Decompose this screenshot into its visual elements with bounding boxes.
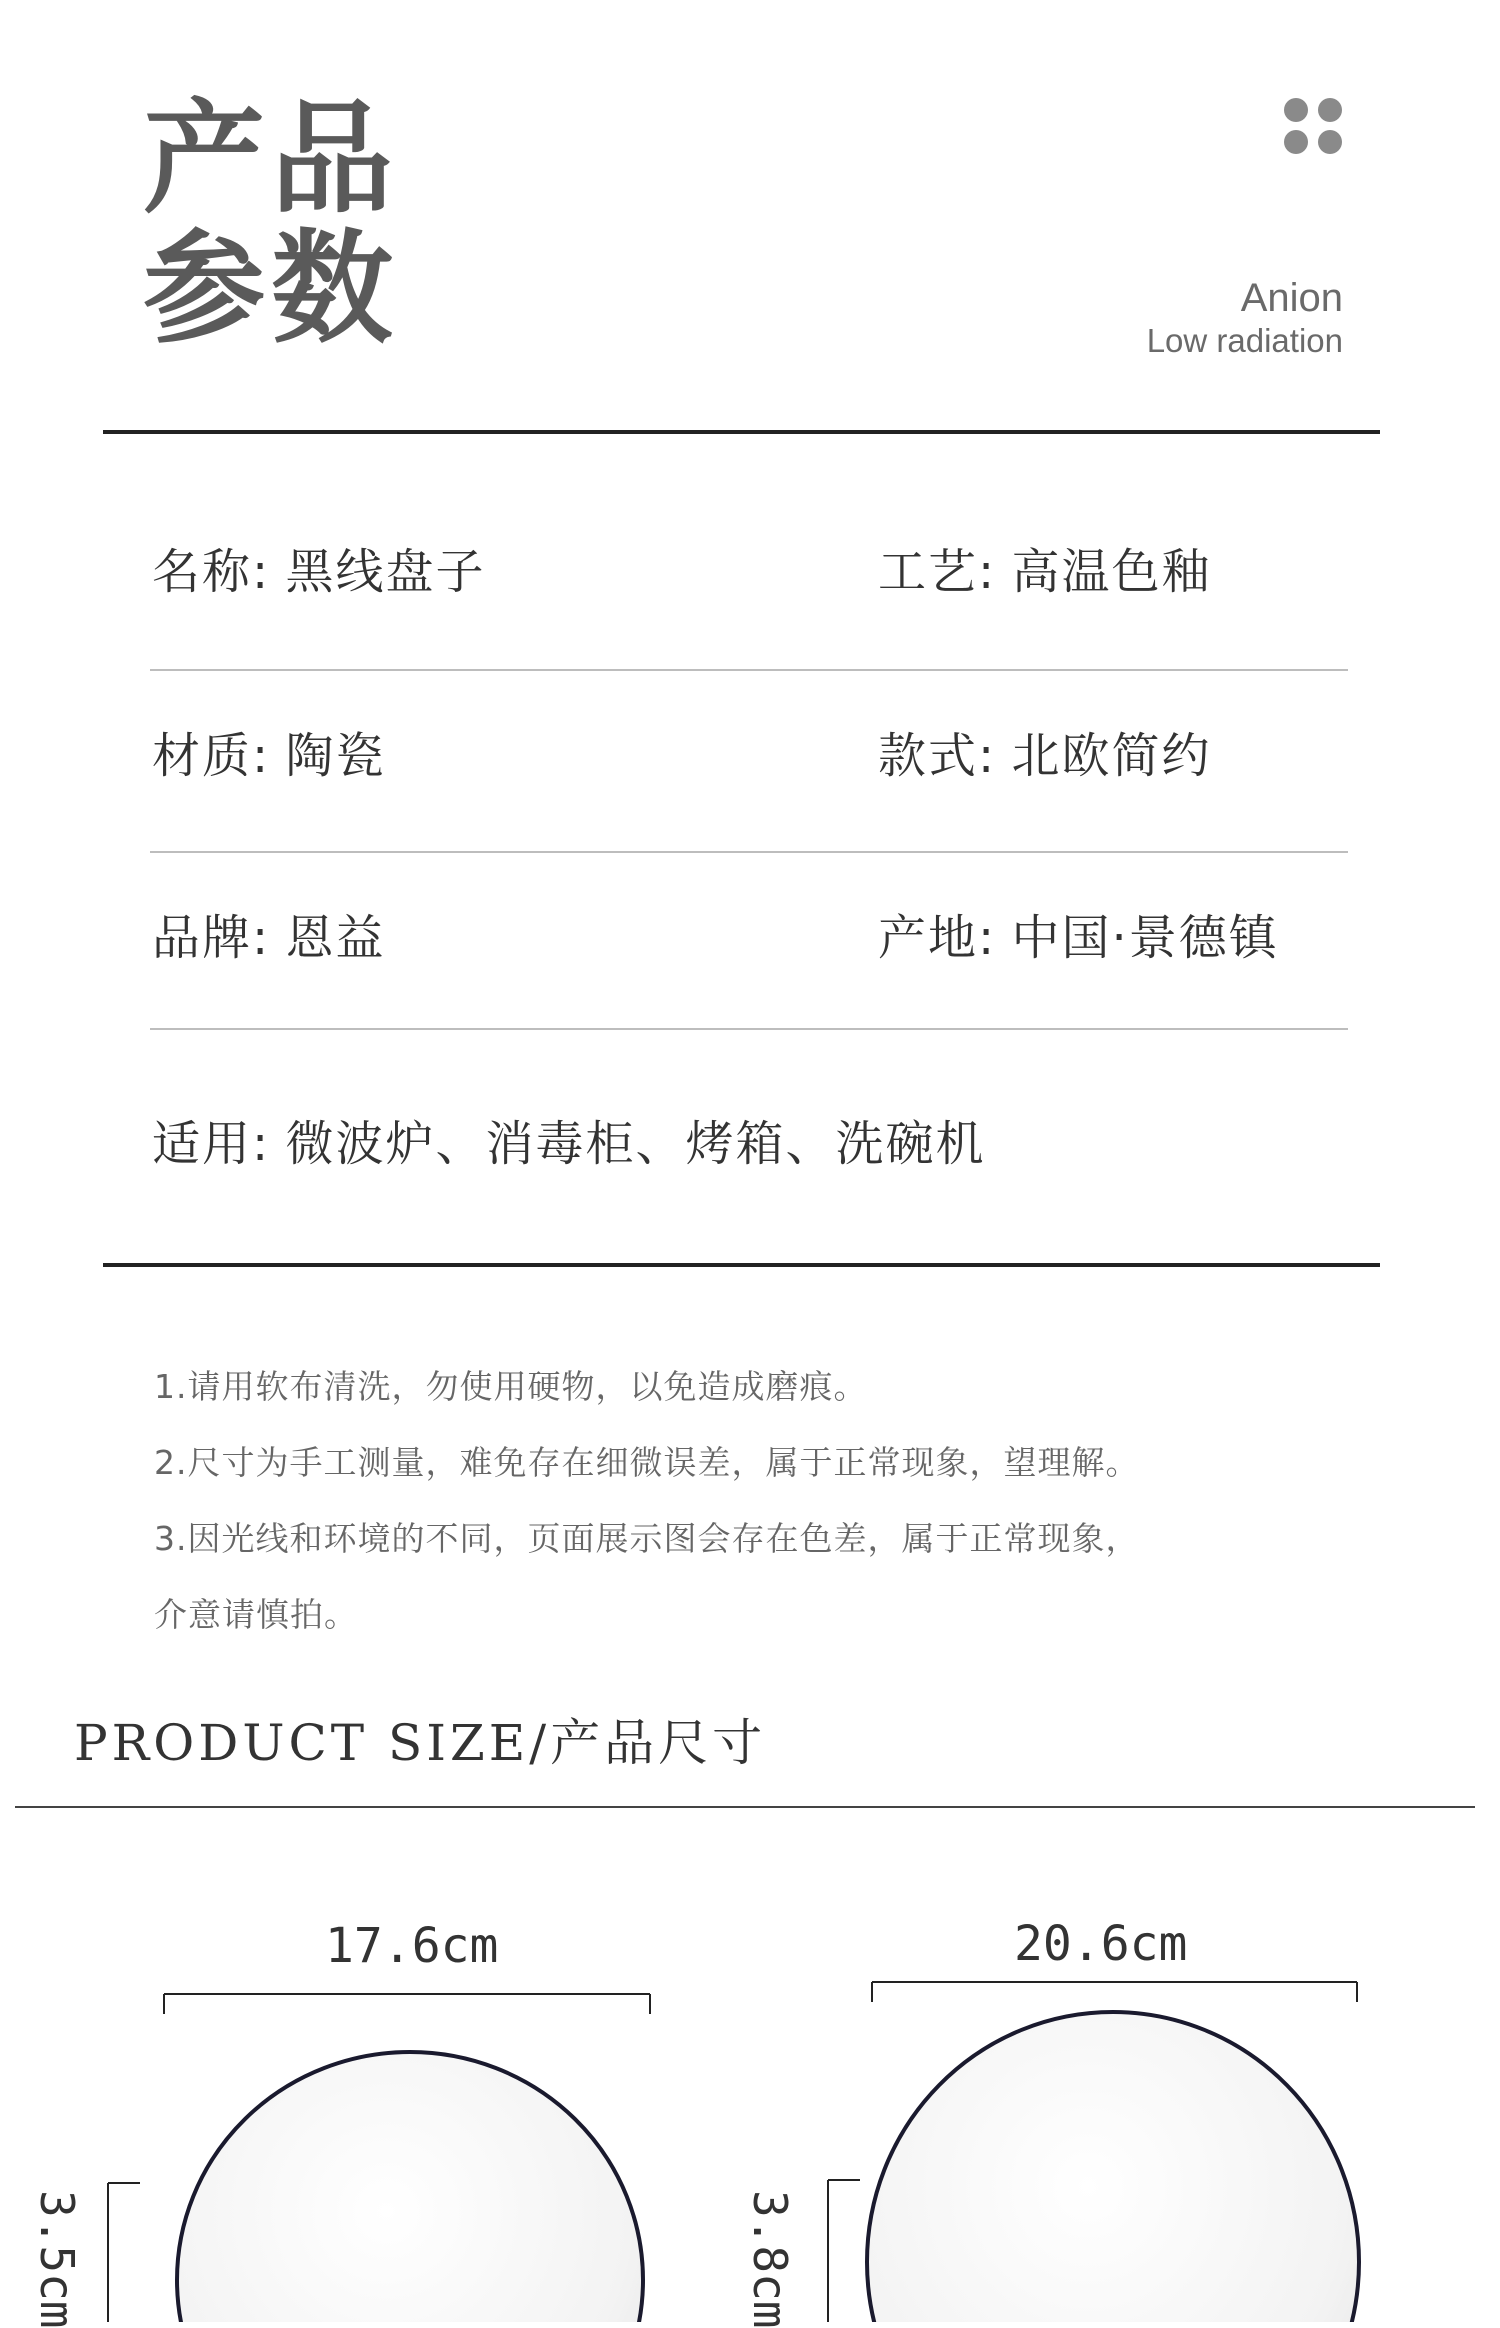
spec-origin-key: 产地: bbox=[878, 910, 997, 966]
spec-material-value: 陶瓷 bbox=[285, 728, 386, 784]
spec-style-key: 款式: bbox=[878, 728, 997, 784]
product-size-title: PRODUCT SIZE/产品尺寸 bbox=[74, 1714, 767, 1772]
spec-name bbox=[152, 544, 486, 600]
plate-2-height-bracket bbox=[828, 2180, 860, 2322]
spec-material-key: 材质: bbox=[152, 728, 271, 784]
spec-origin-value: 中国·景德镇 bbox=[1011, 910, 1279, 966]
spec-brand-key: 品牌: bbox=[152, 910, 271, 966]
plate-1-width-label: 17.6cm bbox=[325, 1918, 499, 1974]
note-line-2: 2.尺寸为手工测量，难免存在细微误差，属于正常现象，望理解。 bbox=[154, 1443, 1140, 1482]
note-line-3: 3.因光线和环境的不同，页面展示图会存在色差，属于正常现象， bbox=[154, 1519, 1140, 1558]
spec-usage-key: 适用: bbox=[152, 1116, 271, 1172]
brand-en-subtitle: Low radiation bbox=[1146, 322, 1343, 359]
spec-craft-value: 高温色釉 bbox=[1011, 544, 1212, 600]
spec-craft bbox=[878, 544, 1212, 600]
spec-craft-key: 工艺: bbox=[878, 544, 997, 600]
spec-brand-value: 恩益 bbox=[285, 910, 386, 966]
spec-name-value: 黑线盘子 bbox=[285, 544, 486, 600]
plate-2 bbox=[867, 2012, 1359, 2322]
brand-en-title: Anion bbox=[1240, 276, 1343, 320]
spec-divider bbox=[150, 669, 1348, 671]
four-dots-icon bbox=[1284, 98, 1344, 158]
plate-1-height-label: 3.5cm bbox=[30, 2190, 84, 2328]
plate-1 bbox=[177, 2052, 643, 2322]
plate-2-width-label: 20.6cm bbox=[1014, 1916, 1188, 1972]
specs-bottom-divider bbox=[103, 1263, 1380, 1267]
note-line-1: 1.请用软布清洗，勿使用硬物，以免造成磨痕。 bbox=[154, 1367, 868, 1406]
plate-1-height-bracket bbox=[108, 2183, 140, 2322]
plates-illustration bbox=[0, 1940, 1500, 2322]
header-divider bbox=[103, 430, 1380, 434]
spec-usage bbox=[152, 1116, 986, 1172]
page-title-line2: 参数 bbox=[143, 218, 399, 360]
product-size-divider bbox=[15, 1806, 1475, 1808]
plate-1-width-bracket bbox=[164, 1994, 650, 2014]
plate-2-width-bracket bbox=[872, 1982, 1357, 2002]
spec-divider bbox=[150, 851, 1348, 853]
spec-material bbox=[152, 728, 386, 784]
page-title-line1: 产品 bbox=[143, 88, 399, 230]
note-line-4: 介意请慎拍。 bbox=[154, 1595, 358, 1634]
spec-brand bbox=[152, 910, 386, 966]
spec-style bbox=[878, 728, 1212, 784]
plate-2-height-label: 3.8cm bbox=[743, 2190, 797, 2328]
spec-origin bbox=[878, 910, 1279, 966]
spec-name-key: 名称: bbox=[152, 544, 271, 600]
spec-divider bbox=[150, 1028, 1348, 1030]
spec-style-value: 北欧简约 bbox=[1011, 728, 1212, 784]
spec-usage-value: 微波炉、消毒柜、烤箱、洗碗机 bbox=[285, 1116, 986, 1172]
